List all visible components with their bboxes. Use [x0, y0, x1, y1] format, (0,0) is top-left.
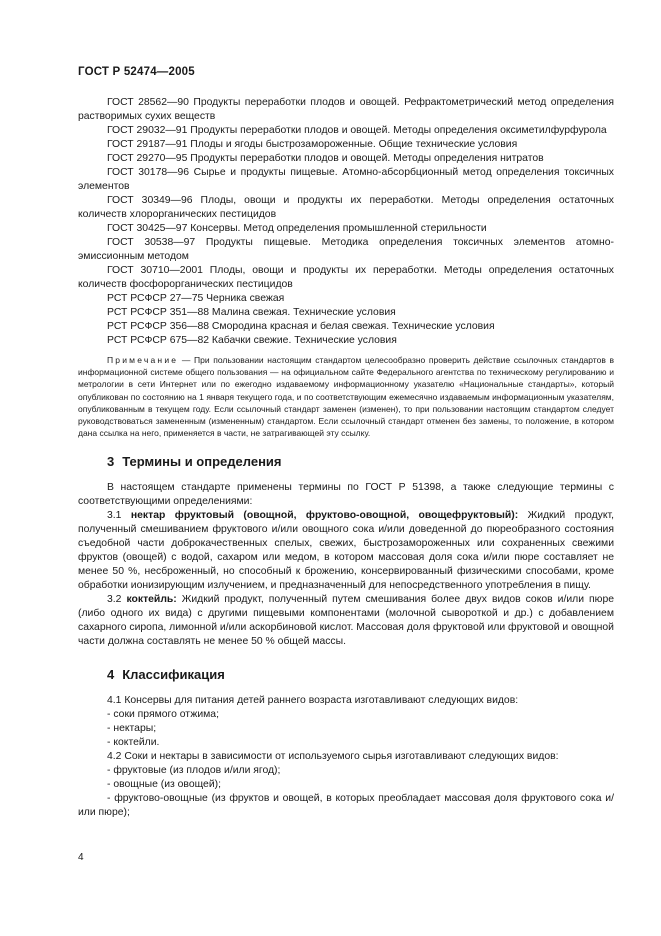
reference-item: ГОСТ 30425—97 Консервы. Метод определения промышленной стерильности — [107, 223, 487, 234]
normative-references-list — [78, 96, 614, 348]
reference-note — [78, 354, 614, 439]
list-item: - фруктово-овощные (из фруктов и овощей, в которых преобладает массовая доля фруктового сока и/или пюре); — [78, 793, 614, 819]
list-item: - нектары; — [107, 723, 157, 735]
term-text: Жидкий продукт, полученный смешиванием фруктового и/или овощного сока и/или доведенной до пюреобразного состояния съедобной части доброкачественных спелых, свежих, быстрозамороженных или сохраненных свежими фруктов (овощей) с водой, сахаром или медом, в котором массовая доля сока и/или пюре составляет не менее 50 %, несброженный, но способный к брожению, консервированный физическими способами, кроме обработки ионизирующим излучением, и предназначенный для непосредственного употребления в пищу. — [78, 510, 614, 592]
reference-item: ГОСТ 29270—95 Продукты переработки плодов и овощей. Методы определения нитратов — [107, 153, 544, 164]
page-number: 4 — [78, 852, 84, 863]
term-number: 3.2 — [107, 594, 122, 606]
section-4-heading — [78, 667, 614, 682]
section-number: 4 — [107, 667, 115, 683]
clause-4-1: 4.1 Консервы для питания детей раннего возраста изготавливают следующих видов: — [107, 695, 519, 707]
term-name: нектар фруктовый (овощной, фруктово-овощной, овощефруктовый): — [130, 510, 519, 522]
reference-item: ГОСТ 30178—96 Сырье и продукты пищевые. Атомно-абсорбционный метод определения токсичных элементов — [78, 167, 614, 192]
reference-item: РСТ РСФСР 351—88 Малина свежая. Технические условия — [107, 307, 396, 318]
section-3-heading — [78, 454, 614, 469]
section-3-intro: В настоящем стандарте применены термины по ГОСТ Р 51398, а также следующие термины с соответствующими определениями: — [78, 482, 614, 508]
term-name: коктейль: — [126, 594, 177, 606]
reference-item: РСТ РСФСР 356—88 Смородина красная и белая свежая. Технические условия — [107, 321, 495, 332]
reference-item: ГОСТ 30538—97 Продукты пищевые. Методика определения токсичных элементов атомно-эмиссионным методом — [78, 237, 614, 262]
term-number: 3.1 — [107, 510, 122, 522]
term-text: Жидкий продукт, полученный путем смешивания более двух видов соков и/или пюре (либо одного их вида) с другими пищевыми компонентами (молочной сывороткой и др.) с добавлением сахарного сиропа, лимонной и/или аскорбиновой кислот. Массовая доля фруктовой или фруктовой и овощной части должна составлять не менее 50 % общей массы. — [78, 594, 614, 648]
note-text: — При пользовании настоящим стандартом целесообразно проверить действие ссылочных стандартов в информационной системе общего пользования — на официальном сайте Федерального агентства по техническому регулированию и метрологии в сети Интернет или по ежегодно издаваемому информационному указателю «Национальные стандарты», который опубликован по состоянию на 1 января текущего года, и по соответствующим ежемесячно издаваемым информационным указателям, опубликованным в текущем году. Если ссылочный стандарт заменен (изменен), то при пользовании настоящим стандартом следует руководствоваться замененным (измененным) стандартом. Если ссылочный стандарт отменен без замены, то положение, в котором дана ссылка на него, применяется в части, не затрагивающей эту ссылку. — [78, 355, 614, 439]
page-content — [78, 96, 614, 820]
section-title: Термины и определения — [122, 454, 282, 470]
list-item: - коктейли. — [107, 737, 160, 749]
term-definition — [78, 509, 614, 593]
reference-item: ГОСТ 28562—90 Продукты переработки плодов и овощей. Рефрактометрический метод определения растворимых сухих веществ — [78, 97, 614, 122]
list-item: - соки прямого отжима; — [107, 709, 219, 721]
reference-item: ГОСТ 30710—2001 Плоды, овощи и продукты их переработки. Методы определения остаточных количеств фосфорорганических пестицидов — [78, 265, 614, 290]
reference-item: РСТ РСФСР 27—75 Черника свежая — [107, 293, 285, 304]
section-title: Классификация — [122, 667, 225, 683]
section-number: 3 — [107, 454, 115, 470]
list-item: - овощные (из овощей); — [107, 779, 221, 791]
clause-4-2: 4.2 Соки и нектары в зависимости от используемого сырья изготавливают следующих видов: — [107, 751, 559, 763]
term-definition — [78, 593, 614, 649]
note-label: Примечание — [107, 355, 179, 365]
list-item: - фруктовые (из плодов и/или ягод); — [107, 765, 281, 777]
reference-item: ГОСТ 30349—96 Плоды, овощи и продукты их переработки. Методы определения остаточных количеств хлорорганических пестицидов — [78, 195, 614, 220]
reference-item: РСТ РСФСР 675—82 Кабачки свежие. Технические условия — [107, 335, 397, 346]
reference-item: ГОСТ 29187—91 Плоды и ягоды быстрозамороженные. Общие технические условия — [107, 139, 518, 150]
document-header: ГОСТ Р 52474—2005 — [78, 66, 195, 78]
reference-item: ГОСТ 29032—91 Продукты переработки плодов и овощей. Методы определения оксиметилфурфурола — [107, 125, 607, 136]
